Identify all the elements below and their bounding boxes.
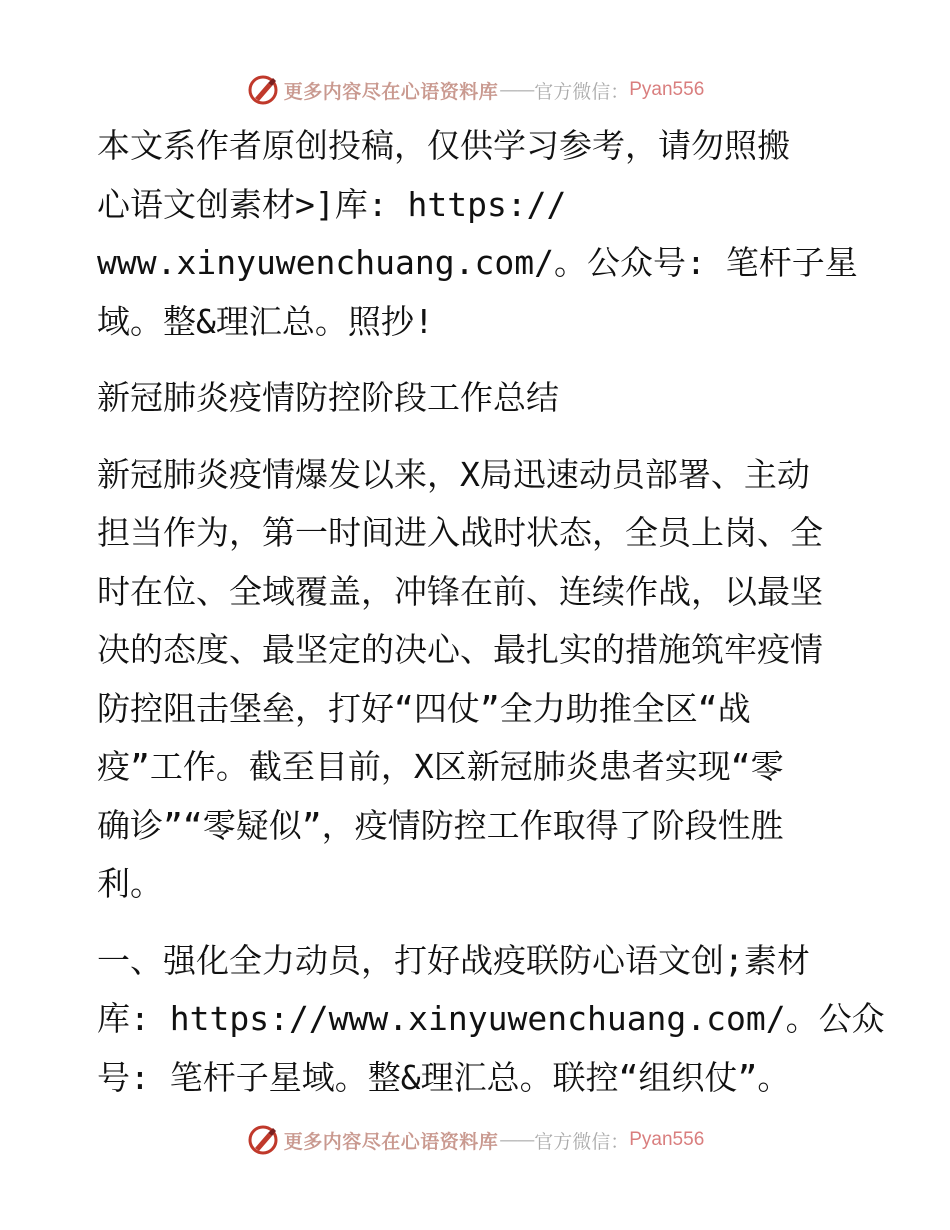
text-line: 号: 笔杆子星域。整&理汇总。联控“组织仗”。 [97, 1057, 791, 1097]
paragraph-section-one [97, 932, 885, 1108]
document-body [97, 117, 885, 1107]
text-line: 确诊”“零疑似”，疫情防控工作取得了阶段性胜 [97, 805, 784, 845]
text-line: 新冠肺炎疫情爆发以来，X局迅速动员部署、主动 [97, 454, 810, 494]
paragraph-disclaimer [97, 117, 867, 351]
document-title [97, 369, 867, 428]
text-line: 防控阻击堡垒，打好“四仗”全力助推全区“战 [97, 688, 751, 728]
text-line: 疫”工作。截至目前，X区新冠肺炎患者实现“零 [97, 747, 784, 786]
text-line: 心语文创素材>]库: https:// [97, 184, 567, 224]
banner-site-text: 更多内容尽在心语资料库 [283, 1130, 499, 1153]
text-line: www.xinyuwenchuang.com/。公众号: 笔杆子星 [97, 243, 858, 282]
banner-wechat-label: 官方微信： [534, 80, 630, 103]
footer-watermark-banner [0, 1120, 950, 1160]
text-line: 域。整&理汇总。照抄! [97, 301, 434, 341]
banner-site-text: 更多内容尽在心语资料库 [283, 80, 499, 103]
text-line: 库: https://www.xinyuwenchuang.com/。公众 [97, 999, 885, 1038]
text-line: 担当作为，第一时间进入战时状态，全员上岗、全 [97, 513, 823, 552]
banner-wechat-label: 官方微信： [534, 1130, 630, 1153]
banner-separator: —— [499, 1129, 534, 1151]
pen-logo-icon [246, 73, 280, 107]
text-line: 本文系作者原创投稿，仅供学习参考，请勿照搬 [97, 126, 790, 165]
text-line: 利。 [97, 864, 163, 903]
pen-logo-icon [246, 1123, 280, 1157]
banner-wechat-id: Pyan556 [629, 1129, 705, 1150]
banner-separator: —— [499, 79, 534, 101]
title-line: 新冠肺炎疫情防控阶段工作总结 [97, 378, 559, 417]
text-line: 决的态度、最坚定的决心、最扎实的措施筑牢疫情 [97, 630, 823, 669]
text-line: 一、强化全力动员，打好战疫联防心语文创;素材 [97, 940, 810, 980]
text-line: 时在位、全域覆盖，冲锋在前、连续作战，以最坚 [97, 571, 823, 611]
banner-wechat-id: Pyan556 [629, 79, 705, 100]
paragraph-intro [97, 446, 867, 914]
header-watermark-banner [0, 70, 950, 110]
